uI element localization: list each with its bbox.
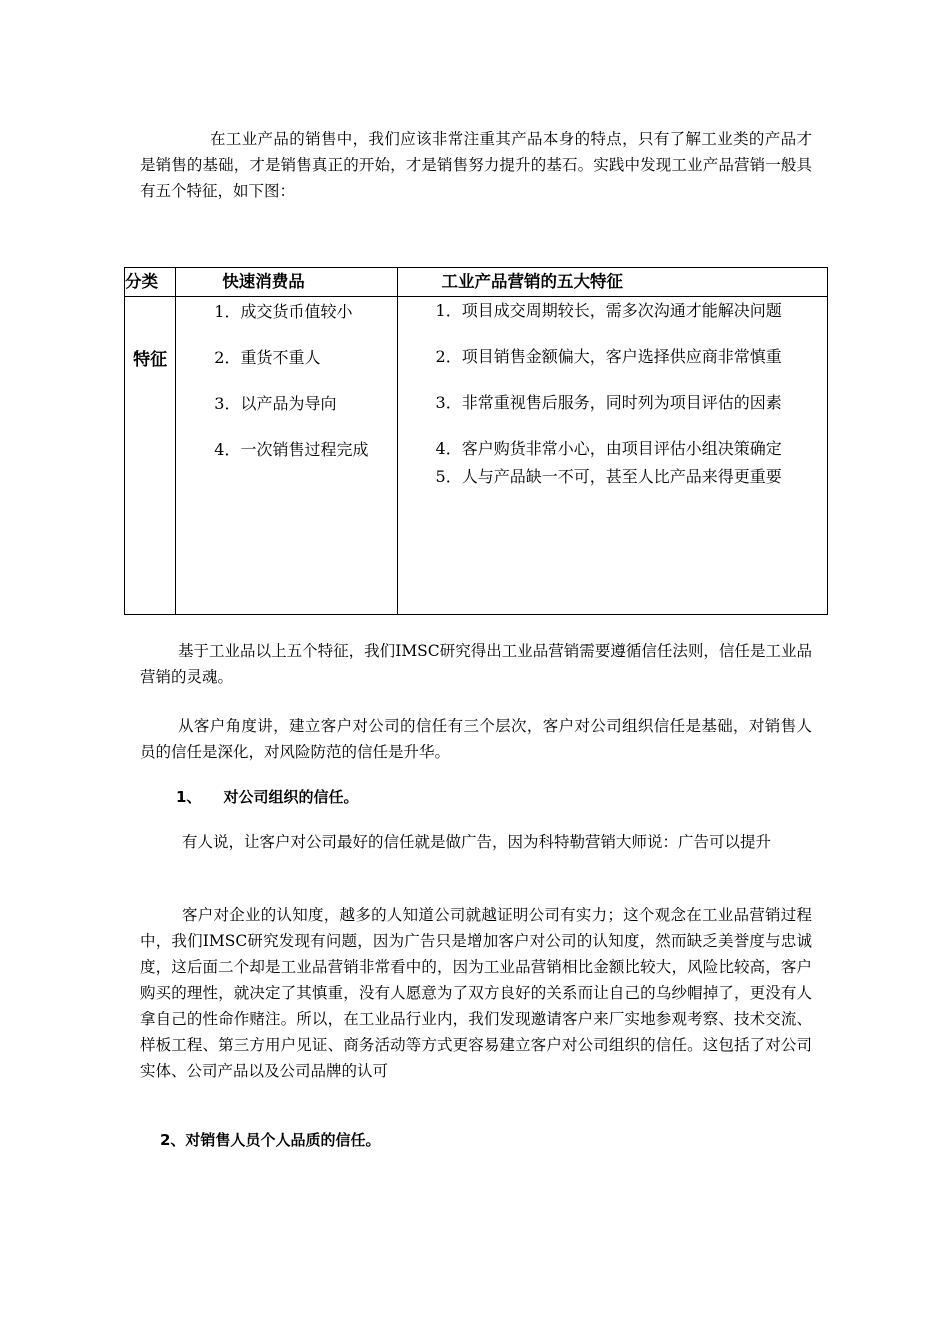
features-table (124, 267, 828, 615)
header-fmcg: 快速消费品 (176, 268, 397, 297)
awareness-paragraph: 客户对企业的认知度，越多的人知道公司就越证明公司有实力；这个观念在工业品营销过程中，我们IMSC研究发现有问题，因为广告只是增加客户对公司的认知度，然而缺乏美誉度与忠诚度，这后面二个却是工业品营销非常看中的，因为工业品营销相比金额比较大，风险比较高，客户购买的理性，就决定了其慎重，没有人愿意为了双方良好的关系而让自己的乌纱帽掉了，更没有人拿自己的性命作赌注。所以，在工业品行业内，我们发现邀请客户来厂实地参观考察、技术交流、样板工程、第三方用户见证、商务活动等方式更容易建立客户对公司组织的信任。这包括了对公司实体、公司产品以及公司品牌的认可 (140, 906, 812, 1080)
row-label-features: 特征 (125, 297, 176, 615)
list-item: 1．项目成交周期较长，需多次沟通才能解决问题 (435, 301, 782, 320)
trust-paragraph: 基于工业品以上五个特征，我们IMSC研究得出工业品营销需要遵循信任法则，信任是工业品营销的灵魂。 (140, 642, 812, 686)
levels-paragraph: 从客户角度讲，建立客户对公司的信任有三个层次，客户对公司组织信任是基础，对销售人员的信任是深化，对风险防范的信任是升华。 (140, 717, 812, 761)
list-item: 4．客户购货非常小心，由项目评估小组决策确定 (435, 439, 782, 458)
fmcg-list (176, 297, 397, 615)
ad-paragraph: 有人说，让客户对公司最好的信任就是做广告，因为科特勒营销大师说：广告可以提升 (182, 833, 772, 851)
list-item: 4．一次销售过程完成 (214, 440, 369, 459)
section-heading-2: 2、对销售人员个人品质的信任。 (160, 1131, 381, 1149)
header-industrial: 工业产品营销的五大特征 (397, 268, 827, 297)
section-heading-1 (176, 786, 358, 807)
list-item: 5．人与产品缺一不可，甚至人比产品来得更重要 (435, 467, 782, 486)
list-item: 2．重货不重人 (214, 348, 321, 367)
industrial-list (397, 297, 827, 615)
list-item: 1．成交货币值较小 (214, 302, 353, 321)
table-row (125, 297, 828, 615)
table-header-row (125, 268, 828, 297)
header-category: 分类 (125, 268, 176, 297)
list-item: 3．以产品为导向 (214, 394, 337, 413)
list-item: 3．非常重视售后服务，同时列为项目评估的因素 (435, 393, 782, 412)
intro-paragraph: 在工业产品的销售中，我们应该非常注重其产品本身的特点，只有了解工业类的产品才是销售的基础，才是销售真正的开始，才是销售努力提升的基石。实践中发现工业产品营销一般具有五个特征，如下图： (140, 130, 812, 200)
heading-number: 1、 (176, 788, 202, 806)
heading-text: 对公司组织的信任。 (223, 788, 359, 806)
list-item: 2．项目销售金额偏大，客户选择供应商非常慎重 (435, 347, 782, 366)
